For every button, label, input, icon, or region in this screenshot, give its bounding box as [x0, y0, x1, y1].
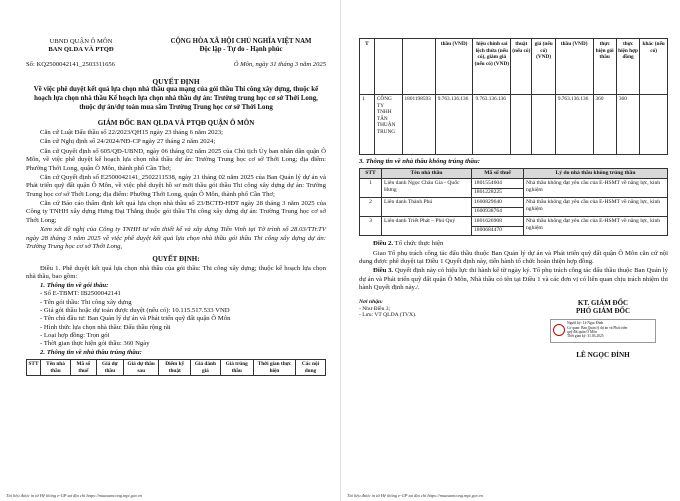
losers-heading: 3. Thông tin về nhà thầu không trúng thầu:: [359, 158, 480, 165]
request-para: Xem xét đề nghị của Công ty TNHH tư vấn thiết kế và xây dựng Tiến Vinh tại Tờ trình số 28.03/TTr.TV ngày 28 tháng 3 năm 2025 về việc phê duyệt kết quả lựa chọn nhà thầu gói thầu Thi công xây dựng dự án: Trường Trung học cơ sở Thới Long,: [26, 226, 326, 250]
article-2-label: Điều 2.: [373, 240, 394, 248]
authority-heading: GIÁM ĐỐC BAN QLDA VÀ PTQĐ QUẬN Ô MÔN: [97, 119, 255, 128]
col-header: Mã số thuế: [71, 360, 97, 376]
col-header: Lý do nhà thầu không trúng thầu: [524, 169, 668, 179]
table-header-row: [360, 39, 668, 95]
col-header: STT: [360, 169, 382, 179]
stamp-line: Thời gian ký: 31.03.2025: [567, 334, 604, 339]
doc-title: QUYẾT ĐỊNH: [152, 77, 200, 87]
col-header: [374, 39, 402, 95]
article-2-para: Giao Tổ phụ trách công tác đấu thầu thuộc Ban Quản lý dự án và Phát triển quỹ đất quận Ô Môn căn cứ nội dung được phê duyệt tại Điều 1 Quyết định này, tiến hành tổ chức hoàn thiện hợp đồng.: [359, 249, 668, 266]
info-item: - Tên chủ đầu tư: Ban Quản lý dự án và Phát triển quỹ đất quận Ô Môn: [40, 315, 231, 323]
col-header: Thời gian thực hiện: [253, 360, 295, 376]
table-header-row: [27, 360, 326, 376]
decide-heading: QUYẾT ĐỊNH:: [152, 255, 200, 264]
basis-5: Căn cứ Báo cáo thẩm định kết quả lựa chọn nhà thầu số 23/BCTĐ-HĐT ngày 28 tháng 3 năm 2025 của Công ty TNHH xây dựng Hưng Đại Thắng thuộc gói thầu Thi công xây dựng dự án: Trường Trung học cơ sở Thới Long;: [26, 200, 326, 224]
article-2-text: Tổ chức thực hiện: [394, 240, 444, 248]
signer-block: [538, 299, 668, 361]
signer-title1: KT. GIÁM ĐỐC: [577, 298, 629, 307]
col-header: Tên nhà thầu: [41, 360, 71, 376]
cell-stt: 2: [360, 198, 382, 217]
signature-seal-icon: [553, 324, 565, 336]
article-3-text: Quyết định này có hiệu lực thi hành kể từ ngày ký. Tổ phụ trách công tác đấu thầu thuộc Ban Quản lý dự án và Phát triển quỹ đất quận Ô Môn, Nhà thầu có tên tại Điều 1 và các đơn vị có liên quan chịu trách nhiệm thi hành Quyết định này./.: [359, 267, 668, 292]
basis-3: Căn cứ Quyết định số 605/QĐ-UBND, ngày 06 tháng 02 năm 2025 của Chủ tịch Ủy ban nhân dân quận Ô Môn, về việc phê duyệt kế hoạch lựa chọn nhà thầu dự án: Trường Trung học cơ sở Thới Long; địa điểm: Phường Thới Long, quận Ô Môn, thành phố Cần Thơ;: [26, 147, 326, 172]
digital-signature-stamp: [550, 319, 656, 343]
signer-title2: PHÓ GIÁM ĐỐC: [575, 307, 631, 316]
table-row: [360, 179, 668, 198]
cell-tech: [511, 95, 532, 155]
col-header: giá (nếu có) (VND): [532, 39, 555, 95]
agency-line1: UBND QUẬN Ô MÔN: [49, 38, 113, 45]
col-header: Giá trúng thầu: [220, 360, 253, 376]
info-item: - Thời gian thực hiện gói thầu: 360 Ngày: [40, 340, 150, 348]
cell-codes: [472, 179, 524, 198]
place-date: Ô Môn, ngày 31 tháng 3 năm 2025: [233, 60, 326, 68]
col-header: thực hiện hợp đồng: [616, 39, 639, 95]
col-header: [402, 39, 435, 95]
cell-other: [640, 95, 668, 155]
cell-reason: Nhà thầu không đạt yêu cầu của E-HSMT về năng lực, kinh nghiệm: [524, 198, 668, 217]
col-header: Mã số thuế: [472, 169, 524, 179]
stamp-line: Cơ quan: Ban Quản lý dự án và Phát triển: [567, 325, 628, 330]
cell-adjusted: 9.763.136.136: [473, 95, 511, 155]
col-header: Điểm kỹ thuật: [159, 360, 191, 376]
right-footer: Tài liệu được in từ Hệ thống e-GP tại địa chỉ https://muasamcong.mpi.gov.vn: [347, 492, 483, 498]
doc-subtitle: Về việc phê duyệt kết quả lựa chọn nhà thầu qua mạng của gói thầu Thi công xây dựng, thuộc kế hoạch lựa chọn nhà thầu Kế hoạch lựa chọn nhà thầu dự án: Trường trung học cơ sở Thới Long, thuộc dự án/dự toán mua sắm Trường Trung học cơ sở Thới Long: [33, 86, 319, 111]
table-row: [360, 95, 668, 155]
stamp-line: quỹ đất quận Ô Môn: [567, 329, 597, 334]
article-2: [359, 240, 668, 248]
cell-name: Liên danh Ngọc Châu Gia - Quốc Hưng: [382, 179, 472, 198]
tax-code: 1600938764: [472, 207, 523, 215]
cell-stt: 1: [360, 179, 382, 198]
cell-stt: 1: [360, 95, 375, 155]
col-header: Giá đánh giá: [191, 360, 220, 376]
left-footer: Tài liệu được in từ Hệ thống e-GP tại địa chỉ https://muasamcong.mpi.gov.vn: [6, 492, 142, 498]
col-header: Giá dự thầu: [96, 360, 124, 376]
cell-name: Liên danh Thành Phú: [382, 198, 472, 217]
stamp-text: [567, 321, 627, 341]
winner-table-continued: [359, 38, 668, 155]
info-item: - Giá gói thầu hoặc dự toán được duyệt (nếu có): 10.115.517.533 VND: [40, 306, 230, 314]
cell-winning: 9.763.136.136: [555, 95, 593, 155]
cell-tax: 1801198593: [402, 95, 435, 155]
cell-stt: 3: [360, 217, 382, 236]
signature-area: [359, 299, 668, 361]
info-item: - Loại hợp đồng: Trọn gói: [40, 332, 110, 340]
cell-codes: [472, 217, 524, 236]
tax-code: 1600829640: [474, 199, 502, 206]
col-header: thuật (nếu có): [511, 39, 532, 95]
col-header: thầu (VND): [435, 39, 473, 95]
losers-table: [359, 168, 668, 236]
table-row: [360, 217, 668, 236]
doc-number: Số: KQ2500042141_2503311656: [26, 60, 115, 68]
tax-code: 1801228225: [472, 188, 523, 196]
cell-name: CÔNG TY TNHH TÂN THUẬN TRUNG: [374, 95, 402, 155]
col-header: thực hiện gói thầu: [593, 39, 616, 95]
basis-2: Căn cứ Nghị định số 24/2024/NĐ-CP ngày 27 tháng 2 năm 2024;: [40, 138, 216, 146]
cell-duration-contract: 360: [616, 95, 639, 155]
meta-row: [26, 61, 326, 69]
right-page: [340, 0, 680, 501]
tax-code: 1801554604: [474, 180, 502, 187]
tax-code: 1800684470: [472, 226, 523, 234]
recipients-block: [359, 299, 479, 361]
winner-table-header: [26, 359, 326, 376]
recipient-item: - Như Điều 3;: [359, 305, 391, 312]
nation-line1: CỘNG HÒA XÃ HỘI CHỦ NGHĨA VIỆT NAM: [170, 38, 312, 45]
cell-bid: 9.763.136.136: [435, 95, 473, 155]
info-item: - Hình thức lựa chọn nhà thầu: Đấu thầu rộng rãi: [40, 323, 171, 331]
signer-name: LÊ NGỌC ĐỈNH: [576, 351, 630, 360]
col-header: T: [360, 39, 375, 95]
winner-heading: 2. Thông tin về nhà thầu trúng thầu:: [40, 348, 142, 356]
cell-eval: [532, 95, 555, 155]
recipients-heading: Nơi nhận:: [359, 298, 383, 305]
nation-line2: Độc lập - Tự do - Hạnh phúc: [199, 46, 283, 54]
cell-codes: [472, 198, 524, 217]
agency-block: [26, 38, 136, 55]
cell-reason: Nhà thầu không đạt yêu cầu của E-HSMT về năng lực, kinh nghiệm: [524, 179, 668, 198]
info-item: - Tên gói thầu: Thi công xây dựng: [40, 298, 132, 306]
col-header: Tên nhà thầu: [382, 169, 472, 179]
info-heading: 1. Thông tin về gói thầu:: [40, 281, 109, 289]
cell-duration-package: 360: [593, 95, 616, 155]
col-header: STT: [27, 360, 41, 376]
document-header: [26, 38, 326, 55]
article-3: [359, 267, 668, 292]
cell-name: Liên danh Triết Phát – Phú Quý: [382, 217, 472, 236]
col-header: hiệu chỉnh sai lệch thừa (nếu có), giảm giá (nếu có) (VND): [473, 39, 511, 95]
cell-reason: Nhà thầu không đạt yêu cầu của E-HSMT về năng lực, kinh nghiệm: [524, 217, 668, 236]
col-header: Các nội dung: [295, 360, 325, 376]
tax-code: 1801626908: [474, 218, 502, 225]
info-item: - Số E-TBMT: IB2500042141: [40, 290, 121, 298]
col-header: khác (nếu có): [640, 39, 668, 95]
table-row: [360, 198, 668, 217]
table-header-row: [360, 169, 668, 179]
col-header: thầu (VND): [555, 39, 593, 95]
nation-block: [156, 38, 326, 55]
col-header: Giá dự thầu sau: [124, 360, 159, 376]
stamp-line: Người ký: Lê Ngọc Đỉnh: [567, 321, 604, 326]
recipient-item: - Lưu: VT QLDA (TVX).: [359, 312, 417, 319]
article-1: Điều 1. Phê duyệt kết quả lựa chọn nhà thầu của gói thầu: Thi công xây dựng; thuộc kế hoạch lựa chọn nhà thầu, bao gồm:: [26, 265, 326, 281]
basis-4: Căn cứ Quyết định số E2500042141_2502211538, ngày 21 tháng 02 năm 2025 của Ban Quản lý dự án và Phát triển quỹ đất quận Ô Môn, về việc phê duyệt hồ sơ mời thầu gói thầu Thi công xây dựng dự án: Trường Trung học cơ sở Thới Long; địa điểm: Phường Thới Long, quận Ô Môn, thành phố Cần Thơ;: [26, 173, 326, 198]
article-3-label: Điều 3.: [373, 267, 394, 275]
basis-1: Căn cứ Luật Đấu thầu số 22/2023/QH15 ngày 23 tháng 6 năm 2023;: [40, 129, 224, 137]
agency-line2: BAN QLDA VÀ PTQĐ: [48, 46, 114, 54]
